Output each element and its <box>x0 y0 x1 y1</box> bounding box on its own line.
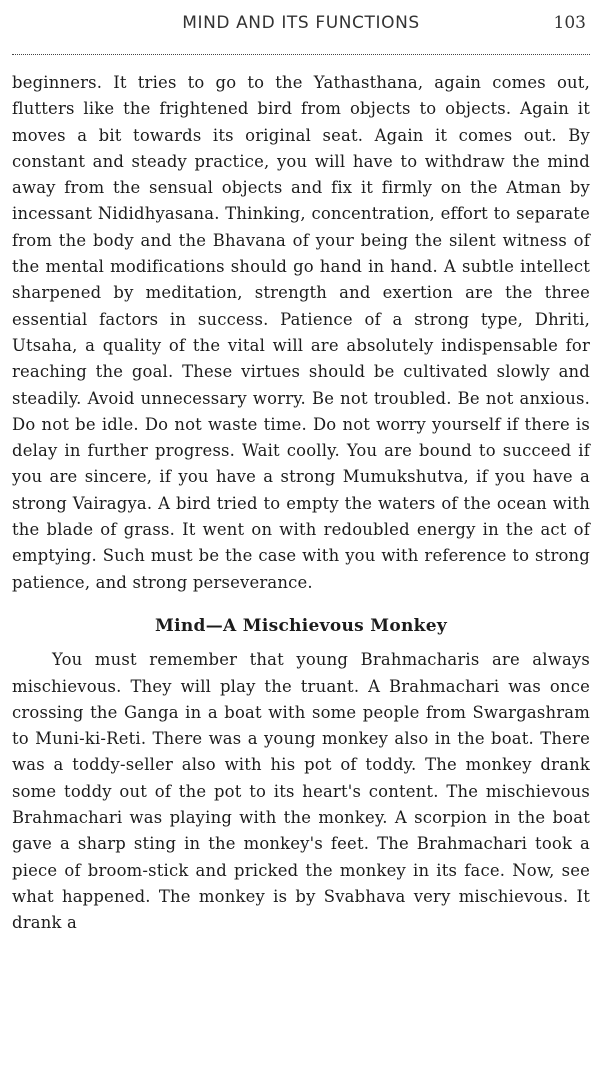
page-number: 103 <box>553 13 586 33</box>
paragraph-monkey-story: You must remember that young Brahmacharis are always mischievous. They will play the truant. A Brahmachari was once crossing the Ganga in a boat with some people from Swargashram to Muni-ki-Reti. There was a young monkey also in the boat. There was a toddy-seller also with his pot of toddy. The monkey drank some toddy out of the pot to its heart's content. The mischievous Brahmachari was playing with the monkey. A scorpion in the boat gave a sharp sting in the monkey's feet. The Brahmachari took a piece of broom-stick and pricked the monkey in its face. Now, see what happened. The monkey is by Svabhava very mischievous. It drank a <box>12 650 590 933</box>
body-text <box>12 70 590 937</box>
running-header <box>12 0 590 50</box>
header-dotted-rule <box>12 54 590 55</box>
section-heading: Mind—A Mischievous Monkey <box>154 615 448 636</box>
running-title: MIND AND ITS FUNCTIONS <box>182 13 420 33</box>
paragraph-continuation: beginners. It tries to go to the Yathasthana, again comes out, flutters like the frightened bird from objects to objects. Again it moves a bit towards its original seat. Again it comes out. By constant and steady practice, you will have to withdraw the mind away from the sensual objects and fix it firmly on the Atman by incessant Nididhyasana. Thinking, concentration, effort to separate from the body and the Bhavana of your being the silent witness of the mental modifications should go hand in hand. A subtle intellect sharpened by meditation, strength and exertion are the three essential factors in success. Patience of a strong type, Dhriti, Utsaha, a quality of the vital will are absolutely indispensable for reaching the goal. These virtues should be cultivated slowly and steadily. Avoid unnecessary worry. Be not troubled. Be not anxious. Do not be idle. Do not waste time. Do not worry yourself if there is delay in further progress. Wait coolly. You are bound to succeed if you are sincere, if you have a strong Mumukshutva, if you have a strong Vairagya. A bird tried to empty the waters of the ocean with the blade of grass. It went on with redoubled energy in the act of emptying. Such must be the case with you with reference to strong patience, and strong perseverance. <box>12 73 590 592</box>
